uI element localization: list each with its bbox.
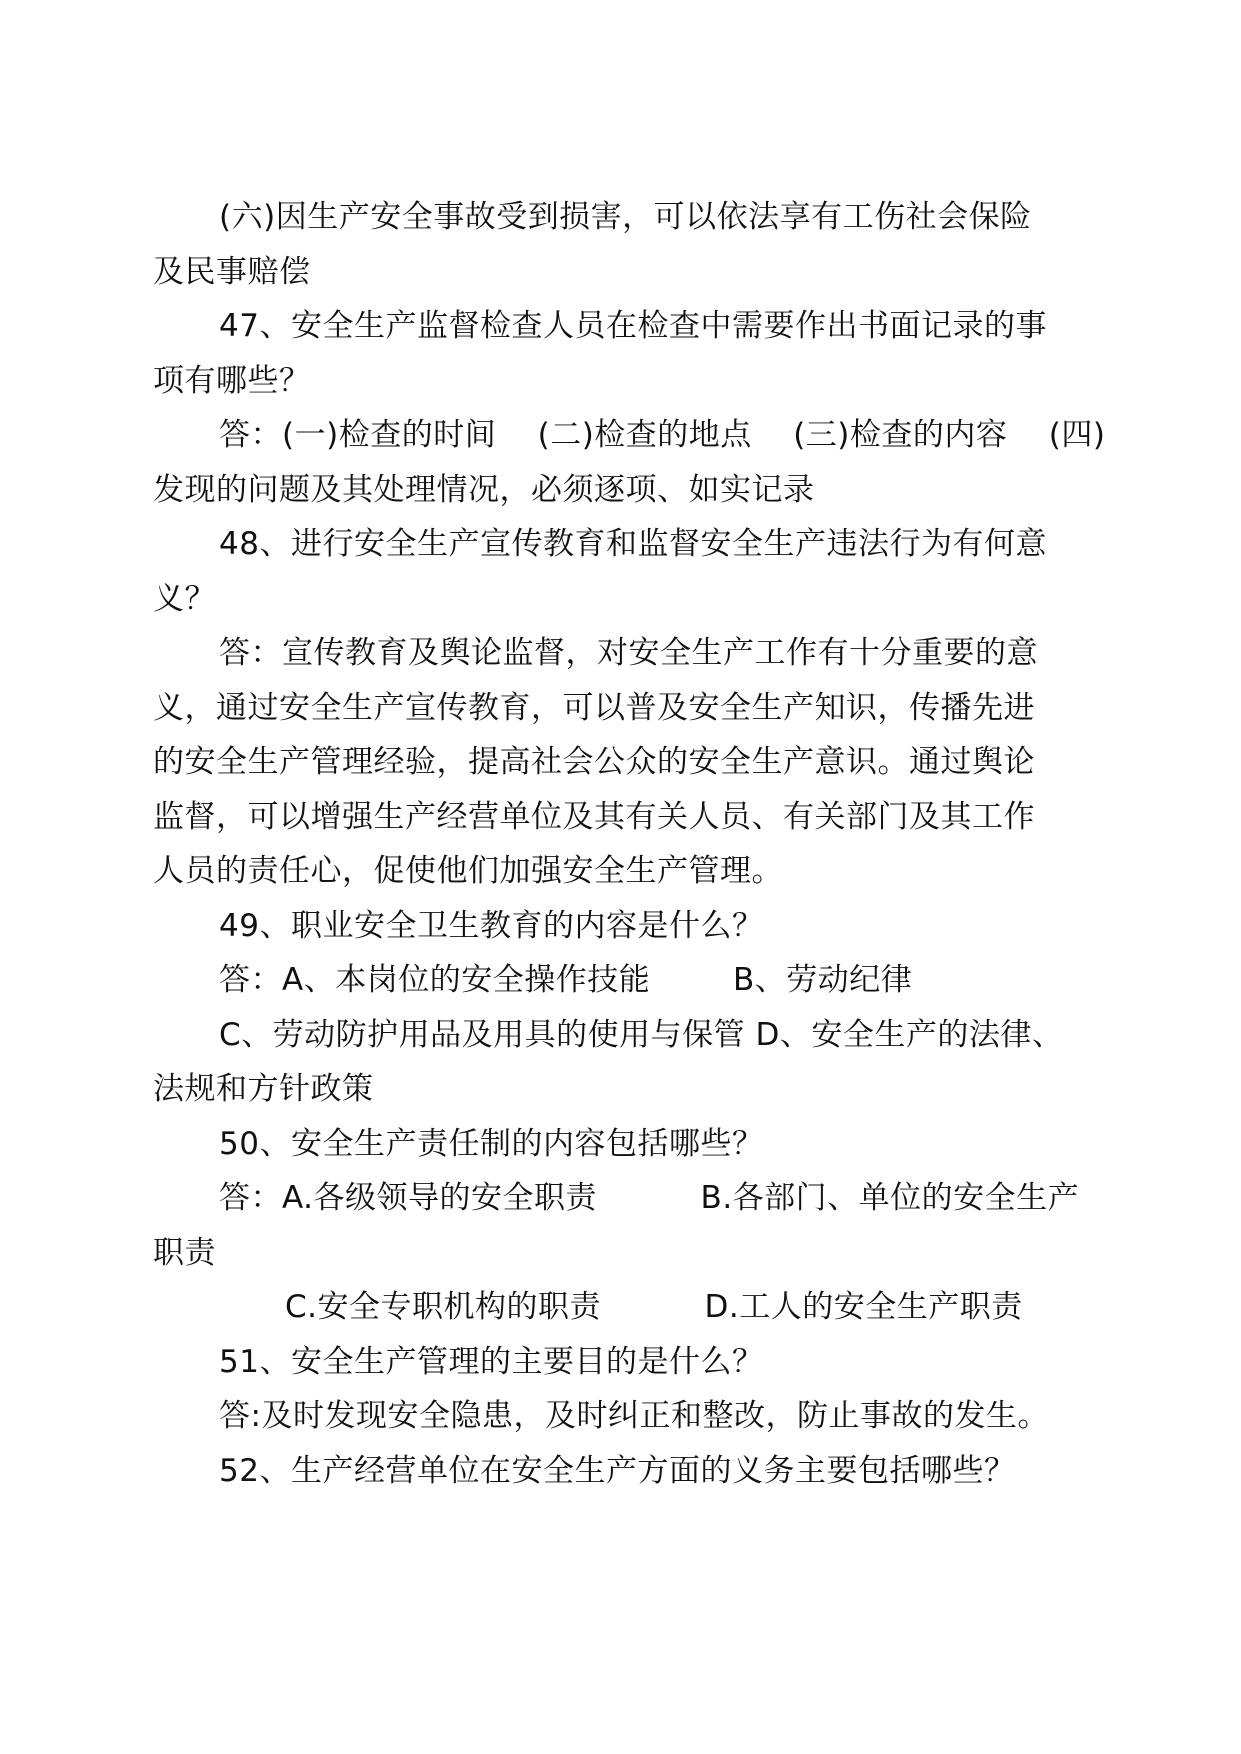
question-47: 47、安全生产监督检查人员在检查中需要作出书面记录的事: [219, 308, 1047, 344]
text-line: 发现的问题及其处理情况，必须逐项、如实记录: [153, 471, 815, 508]
text-line: 法规和方针政策: [153, 1071, 374, 1107]
question-51: 51、安全生产管理的主要目的是什么？: [219, 1343, 764, 1380]
answer-51: 答:及时发现安全隐患，及时纠正和整改，防止事故的发生。: [219, 1398, 1049, 1434]
answer-50: 答：A.各级领导的安全职责 B.各部门、单位的安全生产: [219, 1180, 1080, 1216]
question-52: 52、生产经营单位在安全生产方面的义务主要包括哪些？: [219, 1452, 1016, 1489]
text-line: (六)因生产安全事故受到损害，可以依法享有工伤社会保险: [219, 199, 1032, 235]
text-line: 及民事赔偿: [153, 253, 311, 290]
text-line: C.安全专职机构的职责 D.工人的安全生产职责: [285, 1289, 1023, 1325]
text-line: C、劳动防护用品及用具的使用与保管 D、安全生产的法律、: [219, 1016, 1064, 1053]
text-line: 义，通过安全生产宣传教育，可以普及安全生产知识，传播先进: [153, 689, 1035, 726]
text-line: 人员的责任心，促使他们加强安全生产管理。: [153, 853, 783, 889]
text-line: 职责: [153, 1234, 216, 1271]
answer-49: 答：A、本岗位的安全操作技能 B、劳动纪律: [219, 962, 913, 998]
text-line: 义？: [153, 580, 216, 617]
text-line: 的安全生产管理经验，提高社会公众的安全生产意识。通过舆论: [153, 744, 1035, 780]
question-49: 49、职业安全卫生教育的内容是什么？: [219, 907, 764, 944]
document-body: [153, 190, 1106, 1498]
text-line: 监督，可以增强生产经营单位及其有关人员、有关部门及其工作: [153, 798, 1035, 835]
question-50: 50、安全生产责任制的内容包括哪些？: [219, 1125, 764, 1162]
text-line: 项有哪些？: [153, 362, 311, 399]
answer-48: 答：宣传教育及舆论监督，对安全生产工作有十分重要的意: [219, 635, 1038, 671]
answer-47: 答：(一)检查的时间 (二)检查的地点 (三)检查的内容 (四): [219, 417, 1106, 453]
question-48: 48、进行安全生产宣传教育和监督安全生产违法行为有何意: [219, 526, 1047, 562]
